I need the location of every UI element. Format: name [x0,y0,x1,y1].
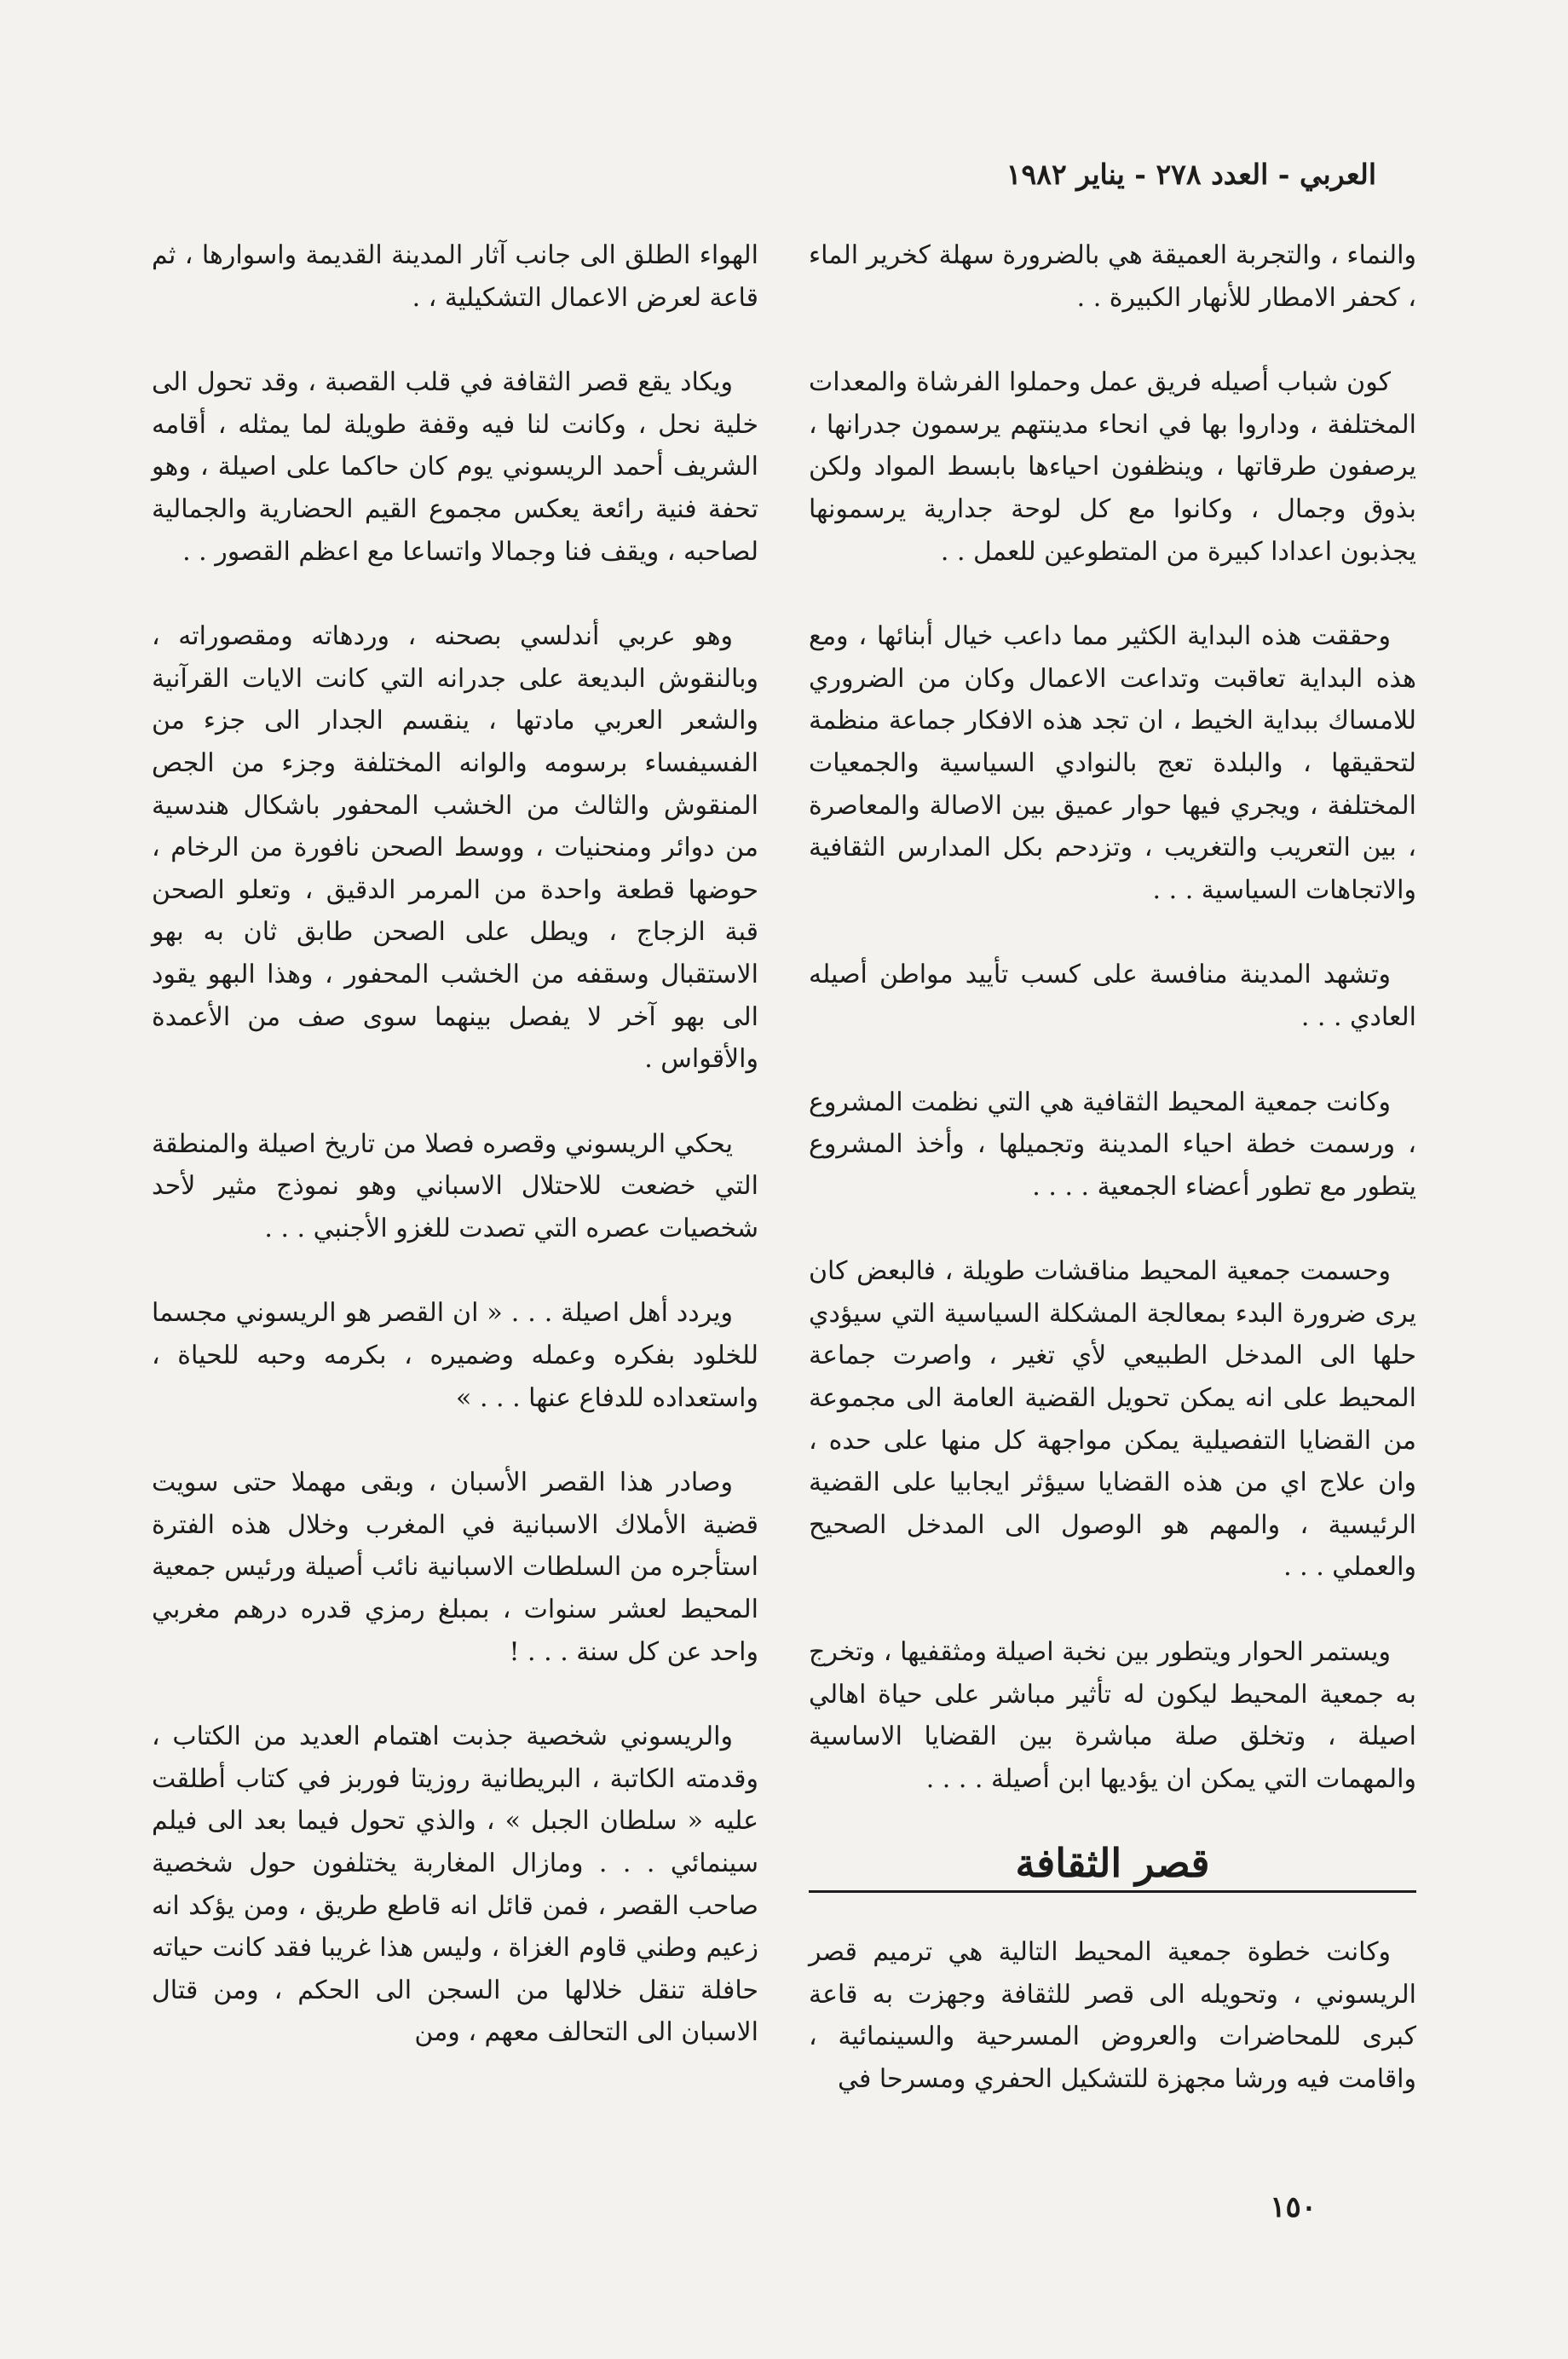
article-paragraph: وصادر هذا القصر الأسبان ، وبقى مهملا حتى سويت قضية الأملاك الاسبانية في المغرب وخلال هذه الفترة استأجره من السلطات الاسبانية نائب أصيلة ورئيس جمعية المحيط لعشر سنوات ، بمبلغ رمزي قدره درهم مغربي واحد عن كل سنة . . . ! [152,1468,759,1667]
article-paragraph: ويردد أهل اصيلة . . . « ان القصر هو الريسوني مجسما للخلود بفكره وعمله وضميره ، بكرمه وحبه للحياة ، واستعداده للدفاع عنها . . . » [152,1298,758,1413]
article-paragraph: وحققت هذه البداية الكثير مما داعب خيال أبنائها ، ومع هذه البداية تعاقبت وتداعت الاعمال وكان من الضروري للامساك ببداية الخيط ، ان تجد هذه الافكار جماعة منظمة لتحقيقها ، والبلدة تعج بالنوادي السياسية والجمعيات المختلفة ، ويجري فيها حوار عميق بين الاصالة والمعاصرة ، بين التعريب والتغريب ، وتزدحم بكل المدارس الثقافية والاتجاهات السياسية . . . [809,621,1416,905]
page-number: ١٥٠ [1270,2190,1317,2224]
article-paragraph: كون شباب أصيله فريق عمل وحملوا الفرشاة والمعدات المختلفة ، وداروا بها في انحاء مدينتهم يرسمون جدرانها ، يرصفون طرقاتها ، وينظفون احياءها بابسط المواد ولكن بذوق وجمال ، وكانوا مع كل لوحة جدارية يرسمونها يجذبون اعدادا كبيرة من المتطوعين للعمل . . [809,367,1416,567]
article-paragraph: الهواء الطلق الى جانب آثار المدينة القديمة واسوارها ، ثم قاعة لعرض الاعمال التشكيلية ، . [152,240,758,313]
article-paragraph: وتشهد المدينة منافسة على كسب تأييد مواطن أصيله العادي . . . [809,960,1416,1032]
right-column [809,234,1416,2143]
article-paragraph: وحسمت جمعية المحيط مناقشات طويلة ، فالبعض كان يرى ضرورة البدء بمعالجة المشكلة السياسية التي سيؤدي حلها الى المدخل الطبيعي لأي تغير ، واصرت جماعة المحيط على انه يمكن تحويل القضية العامة الى مجموعة من القضايا التفصيلية يمكن مواجهة كل منها على حده ، وان علاج اي من هذه القضايا سيؤثر ايجابيا على القضية الرئيسية ، والمهم هو الوصول الى المدخل الصحيح والعملي . . . [809,1256,1416,1583]
article-paragraph: وكانت جمعية المحيط الثقافية هي التي نظمت المشروع ، ورسمت خطة احياء المدينة وتجميلها ، وأخذ المشروع يتطور مع تطور أعضاء الجمعية . . . . [809,1087,1416,1202]
article-paragraph: ويستمر الحوار ويتطور بين نخبة اصيلة ومثقفيها ، وتخرج به جمعية المحيط ليكون له تأثير مباشر على حياة اهالي اصيلة ، وتخلق صلة مباشرة بين القضايا الاساسية والمهمات التي يمكن ان يؤديها ابن أصيلة . . . . [809,1637,1416,1794]
article-paragraph: والريسوني شخصية جذبت اهتمام العديد من الكتاب ، وقدمته الكاتبة ، البريطانية روزيتا فوربز في كتاب أطلقت عليه « سلطان الجبل » ، والذي تحول فيما بعد الى فيلم سينمائي . . . ومازال المغاربة يختلفون حول شخصية صاحب القصر ، فمن قائل انه قاطع طريق ، ومن يؤكد انه زعيم وطني قاوم الغزاة ، وليس هذا غريبا فقد كانت حياته حافلة تنقل خلالها من السجن الى الحكم ، ومن قتال الاسبان الى التحالف معهم ، ومن [152,1722,758,2048]
article-paragraph: وهو عربي أندلسي بصحنه ، وردهاته ومقصوراته ، وبالنقوش البديعة على جدرانه التي كانت الايات القرآنية والشعر العربي مادتها ، ينقسم الجدار الى جزء من الفسيفساء برسومه والوانه المختلفة وجزء من الجص المنقوش والثالث من الخشب المحفور باشكال هندسية من دوائر ومنحنيات ، ووسط الصحن نافورة من الرخام ، حوضها قطعة واحدة من المرمر الدقيق ، وتعلو الصحن قبة الزجاج ، ويطل على الصحن طابق ثان به بهو الاستقبال وسقفه من الخشب المحفور ، وهذا البهو يقود الى بهو آخر لا يفصل بينهما سوى صف من الأعمدة والأقواس . [152,621,758,1075]
article-paragraph: وكانت خطوة جمعية المحيط التالية هي ترميم قصر الريسوني ، وتحويله الى قصر للثقافة وجهزت به قاعة كبرى للمحاضرات والعروض المسرحية والسينمائية ، واقامت فيه ورشا مجهزة للتشكيل الحفري ومسرحا في [809,1937,1416,2094]
article-paragraph: يحكي الريسوني وقصره فصلا من تاريخ اصيلة والمنطقة التي خضعت للاحتلال الاسباني وهو نموذج مثير لأحد شخصيات عصره التي تصدت للغزو الأجنبي . . . [152,1128,758,1243]
section-title: قصر الثقافة [809,1843,1416,1893]
left-column [152,234,758,2097]
article-paragraph: والنماء ، والتجربة العميقة هي بالضرورة سهلة كخرير الماء ، كحفر الامطار للأنهار الكبيرة . . [809,240,1416,313]
article-paragraph: ويكاد يقع قصر الثقافة في قلب القصبة ، وقد تحول الى خلية نحل ، وكانت لنا فيه وقفة طويلة لما يمثله ، أقامه الشريف أحمد الريسوني يوم كان حاكما على اصيلة ، وهو تحفة فنية رائعة يعكس مجموع القيم الحضارية والجمالية لصاحبه ، ويقف فنا وجمالا واتساعا مع اعظم القصور . . [152,367,758,567]
page-header: العربي - العدد ٢٧٨ - يناير ١٩٨٢ [1006,158,1376,191]
